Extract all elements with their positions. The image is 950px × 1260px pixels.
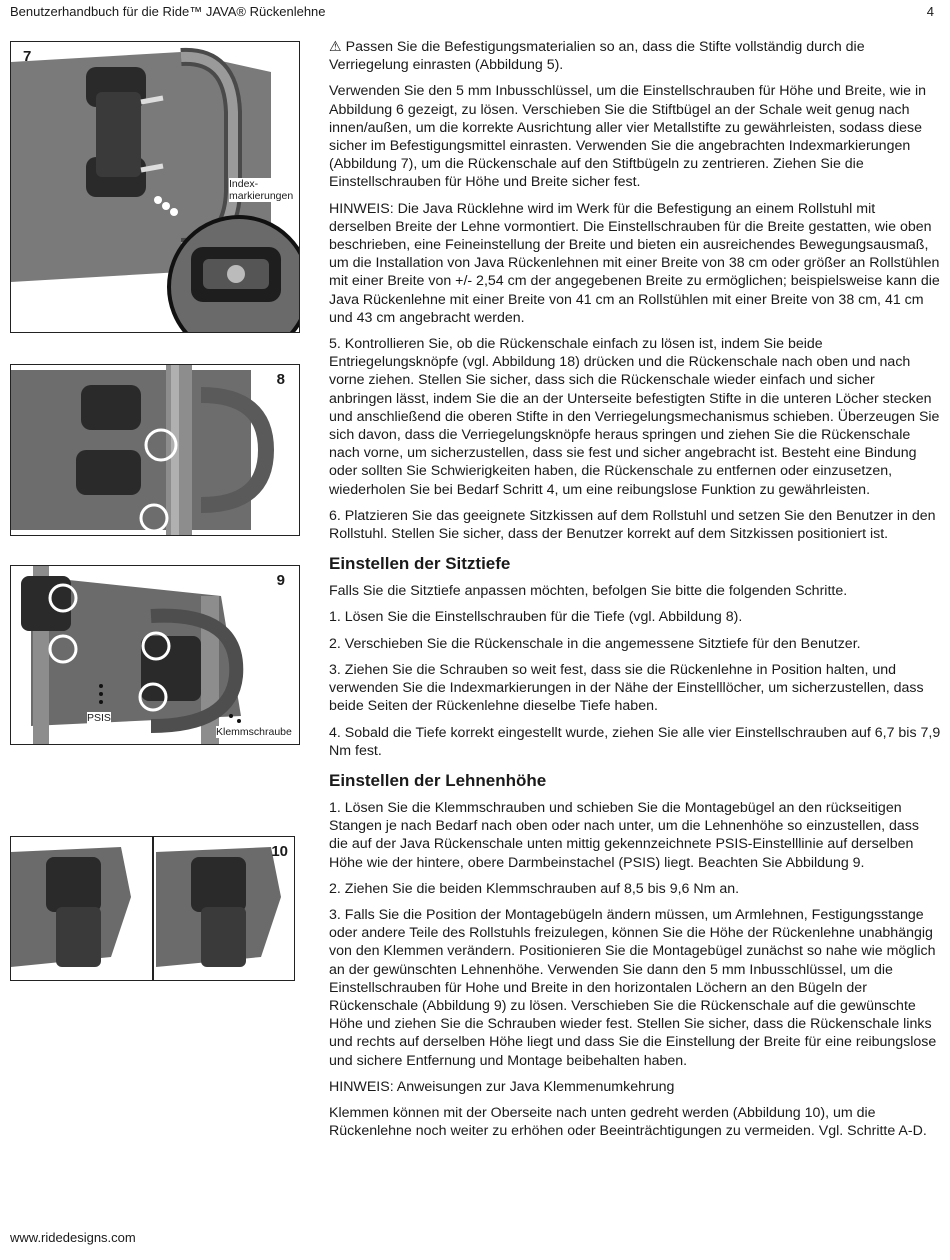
- figure-7: [10, 41, 300, 333]
- footer-url[interactable]: www.ridedesigns.com: [10, 1230, 136, 1245]
- paragraph: 6. Platzieren Sie das geeignete Sitzkissen auf dem Rollstuhl und setzen Sie den Benutzer in den Rollstuhl. Stellen Sie sicher, dass der Benutzer korrekt auf dem Sitzkissen positioniert ist.: [329, 507, 936, 543]
- paragraph: HINWEIS: Anweisungen zur Java Klemmenumkehrung: [329, 1078, 675, 1095]
- paragraph: 2. Ziehen Sie die beiden Klemmschrauben auf 8,5 bis 9,6 Nm an.: [329, 880, 740, 897]
- figure-9-psis-label: PSIS: [87, 712, 111, 724]
- paragraph: HINWEIS: Die Java Rücklehne wird im Werk für die Befestigung an einem Rollstuhl mit derselben Breite der Lehne vormontiert. Die Einstellschrauben für die Breite gestatten, wie oben beschrieben, eine Feineinstellung der Breite und bieten ein ausreichendes Bewegungsausmaß, um die Installation von Java Rückenlehnen mit einer Breite von 38 cm oder größer an Rollstühlen mit einer Breite von +/- 2,54 cm der angegebenen Breite zu ermöglichen; beispielsweise kann die Java Rückenlehne mit einer Breite von 41 cm an Rollstühlen mit einer Breite von 38 cm, 41 cm und 43 cm angebracht werden.: [329, 200, 940, 326]
- paragraph: ⚠ Passen Sie die Befestigungsmaterialien so an, dass die Stifte vollständig durch die Verriegelung einrasten (Abbildung 5).: [329, 39, 865, 74]
- paragraph: 3. Ziehen Sie die Schrauben so weit fest, dass sie die Rückenlehne in Position halten, und verwenden Sie die Indexmarkierungen in der Nähe der Einstelllöcher, um sicherzustellen, dass beide Seiten der Rückenlehne dieselbe Tiefe haben.: [329, 661, 924, 715]
- heading-seat-depth: Einstellen der Sitztiefe: [329, 554, 511, 574]
- paragraph: Verwenden Sie den 5 mm Inbusschlüssel, um die Einstellschrauben für Höhe und Breite, wie in Abbildung 6 gezeigt, zu lösen. Verschieben Sie die Stiftbügel an der Schale weit genug nach innen/außen, um die korrekte Ausrichtung aller vier Metallstifte zu gewährleisten, sodass diese sicher im Befestigungsmittel einrasten. Verwenden Sie die angebrachten Indexmarkierungen (Abbildung 7), um die Rückenschale auf den Stiftbügeln zu zentrieren. Ziehen Sie die Einstellschrauben für Höhe und Breite sicher fest.: [329, 83, 926, 191]
- paragraph: 2. Verschieben Sie die Rückenschale in die angemessene Sitztiefe für den Benutzer.: [329, 635, 861, 652]
- heading-back-height: Einstellen der Lehnenhöhe: [329, 770, 547, 790]
- figure-10: [10, 836, 295, 981]
- paragraph: 1. Lösen Sie die Klemmschrauben und schieben Sie die Montagebügel an den rückseitigen Stangen je nach Bedarf nach oben oder nach unter, um die Lehnenhöhe so einzustellen, dass die auf der Java Rückenschale unten mittig gekennzeichnete PSIS-Einstelllinie auf derselben Höhe wie der hintere, obere Darmbeinstachel (PSIS) liegt. Beachten Sie Abbildung 9.: [329, 799, 919, 871]
- figure-8: [10, 364, 300, 536]
- figure-9-clamp-label: Klemmschraube: [216, 726, 292, 738]
- figure-9-number: 9: [276, 572, 285, 589]
- paragraph: 1. Lösen Sie die Einstellschrauben für die Tiefe (vgl. Abbildung 8).: [329, 609, 743, 626]
- figure-10-illustration: [11, 837, 294, 980]
- paragraph: Klemmen können mit der Oberseite nach unten gedreht werden (Abbildung 10), um die Rückenlehne noch weiter zu erhöhen oder Beeinträchtigungen zu vermeiden. Vgl. Schritte A-D.: [329, 1104, 927, 1140]
- figure-8-illustration: [11, 365, 299, 535]
- paragraph: 5. Kontrollieren Sie, ob die Rückenschale einfach zu lösen ist, indem Sie beide Entriegelungsknöpfe (vgl. Abbildung 18) drücken und die Rückenschale nach oben und nach vorne ziehen. Stellen Sie sicher, dass sich die Rückenschale wieder einfach und sicher anbringen lässt, indem Sie die an der Unterseite befestigten Stifte in die unteren Löcher stecken und anschließend die oberen Stifte in den Verriegelungsmechanismus schieben. Überzeugen Sie sich davon, dass die Verriegelungsknöpfe heraus springen und ziehen Sie die Rückenschale nach vorne, um sicherzustellen, dass sie fest und sicher angebracht ist. Besteht eine Bindung oder sollten Sie Schwierigkeiten haben, die Rückenschale zu entfernen oder einzusetzen, wiederholen Sie bei Bedarf Schritt 4, um eine reibungslose Funktion zu gewährleisten.: [329, 336, 940, 498]
- page-number: 4: [926, 4, 934, 19]
- paragraph: Falls Sie die Sitztiefe anpassen möchten, befolgen Sie bitte die folgenden Schritte.: [329, 583, 848, 600]
- figure-9-illustration: [11, 566, 299, 744]
- figure-7-index-label: Index-markierungen: [229, 178, 299, 202]
- paragraph: 4. Sobald die Tiefe korrekt eingestellt wurde, ziehen Sie alle vier Einstellschrauben auf 6,7 bis 7,9 Nm fest.: [329, 724, 941, 759]
- main-text: [329, 38, 941, 1148]
- figure-10-number: 10: [271, 843, 288, 860]
- figure-8-number: 8: [276, 371, 285, 388]
- paragraph: 3. Falls Sie die Position der Montagebügeln ändern müssen, um Armlehnen, Festigungsstange oder andere Teile des Rollstuhls freizulegen, können Sie die Höhe der Rückenlehne unabhängig von den Klemmen verändern. Positionieren Sie die Montagebügel zunächst so nahe wie möglich an der gewünschten Lehnenhöhe. Verwenden Sie dann den 5 mm Inbusschlüssel, um die Einstellschrauben für Hohe und Breite in den horizontalen Löchern an den Bügeln der Rückenschale (Abbildung 9) zu lösen. Verschieben Sie die Rückenschale auf die gewünschte Höhe und ziehen Sie die Schrauben wieder fest. Stellen Sie sicher, dass die Rückenschale links und rechts auf derselben Höhe liegt und dass Sie die Einstellung der Breite für eine reibungslose und sichere Entfernung und Montage beibehalten haben.: [329, 906, 937, 1069]
- header-title: Benutzerhandbuch für die Ride™ JAVA® Rückenlehne: [10, 4, 326, 19]
- figure-7-number: 7: [23, 48, 32, 65]
- figure-9: [10, 565, 300, 745]
